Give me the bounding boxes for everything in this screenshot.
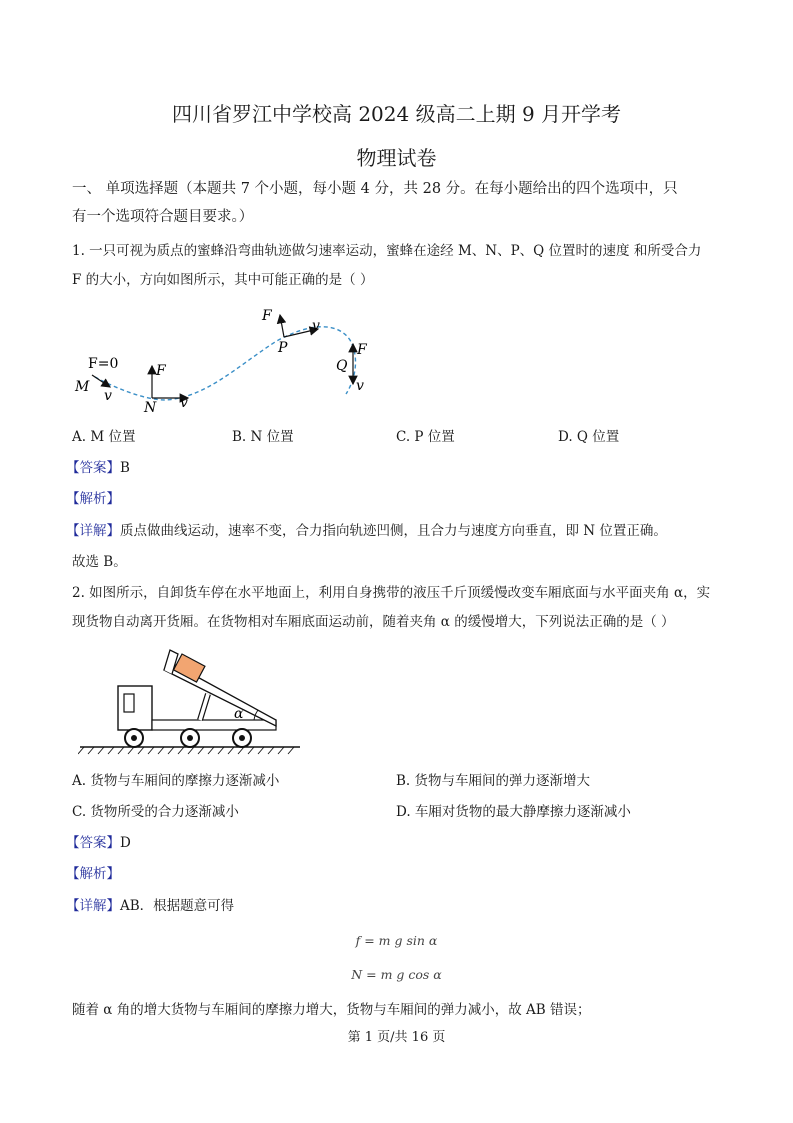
truck-cab — [118, 686, 152, 730]
label-v-q: v — [356, 378, 364, 394]
label-v-n: v — [180, 395, 188, 411]
q1-detail — [66, 522, 667, 540]
label-p: P — [278, 340, 288, 356]
q2-option-d: D. 车厢对货物的最大静摩擦力逐渐减小 — [396, 804, 631, 820]
cab-window — [124, 694, 134, 712]
q1-option-b: B. N 位置 — [232, 429, 294, 445]
q2-option-b: B. 货物与车厢间的弹力逐渐增大 — [396, 773, 591, 789]
truck-wheels — [125, 729, 251, 747]
label-f-q: F — [357, 342, 367, 358]
label-f0: F=0 — [88, 356, 119, 372]
force-arrow-p — [280, 315, 284, 337]
q1-detail-tag: 【详解】 — [66, 523, 120, 539]
label-f-p: F — [262, 308, 272, 324]
page-footer: 第 1 页/共 16 页 — [347, 1030, 446, 1045]
q1-trajectory-figure — [70, 300, 390, 420]
q1-option-c: C. P 位置 — [396, 429, 455, 445]
q2-analysis-tag: 【解析】 — [66, 866, 120, 882]
label-n: N — [144, 400, 157, 416]
q2-detail-text: AB．根据题意可得 — [120, 898, 235, 914]
velocity-arrow-m — [92, 375, 110, 387]
q1-option-a: A. M 位置 — [72, 429, 136, 445]
q2-formula-friction: f = m g sin α — [355, 933, 438, 948]
q2-option-a: A. 货物与车厢间的摩擦力逐渐减小 — [72, 773, 280, 789]
q2-continuation: 随着 α 角的增大货物与车厢间的摩擦力增大，货物与车厢间的弹力减小，故 AB 错误； — [72, 1002, 591, 1018]
q1-analysis-tag: 【解析】 — [66, 491, 120, 507]
exam-subtitle: 物理试卷 — [356, 146, 437, 170]
q2-stem-line2: 现货物自动离开货厢。在货物相对车厢底面运动前，随着夹角 α 的缓慢增大，下列说法正确的是（ ） — [72, 614, 675, 630]
q2-answer-tag: 【答案】 — [66, 835, 120, 851]
section-heading-line2: 有一个选项符合题目要求。） — [72, 209, 254, 225]
section-heading-line1: 一、 单项选择题（本题共 7 个小题，每小题 4 分，共 28 分。在每小题给出的四个选项中，只 — [72, 181, 678, 197]
q1-option-d: D. Q 位置 — [558, 429, 620, 445]
q2-answer-value: D — [120, 835, 131, 851]
q2-answer — [66, 834, 131, 852]
label-alpha: α — [234, 706, 244, 722]
q2-detail — [66, 897, 234, 915]
truck-chassis — [152, 720, 276, 730]
q1-conclusion: 故选 B。 — [72, 554, 127, 570]
q2-detail-tag: 【详解】 — [66, 898, 120, 914]
label-v-p: v — [312, 318, 320, 334]
trajectory-curve — [95, 327, 356, 400]
label-m: M — [75, 379, 90, 395]
q1-detail-text: 质点做曲线运动，速率不变，合力指向轨迹凹侧，且合力与速度方向垂直，即 N 位置正确。 — [120, 523, 667, 539]
q2-stem-line1: 2. 如图所示，自卸货车停在水平地面上，利用自身携带的液压千斤顶缓慢改变车厢底面与水平面夹角 α，实 — [72, 585, 711, 601]
q1-answer — [66, 459, 130, 477]
q2-dump-truck-figure — [78, 642, 304, 760]
label-f-n: F — [156, 363, 166, 379]
q2-formula-normal: N = m g cos α — [351, 967, 442, 982]
label-v-m: v — [104, 388, 112, 404]
label-q: Q — [336, 358, 348, 374]
q1-answer-tag: 【答案】 — [66, 460, 120, 476]
q1-stem-line1: 1. 一只可视为质点的蜜蜂沿弯曲轨迹做匀速率运动，蜜蜂在途经 M、N、P、Q 位置时的速度 和所受合力 — [72, 243, 702, 259]
exam-title: 四川省罗江中学校高 2024 级高二上期 9 月开学考 — [171, 102, 622, 126]
q1-stem-line2: F 的大小，方向如图所示，其中可能正确的是（ ） — [72, 272, 374, 288]
q1-answer-value: B — [120, 460, 130, 476]
ground-hatching — [78, 747, 294, 754]
q2-option-c: C. 货物所受的合力逐渐减小 — [72, 804, 239, 820]
